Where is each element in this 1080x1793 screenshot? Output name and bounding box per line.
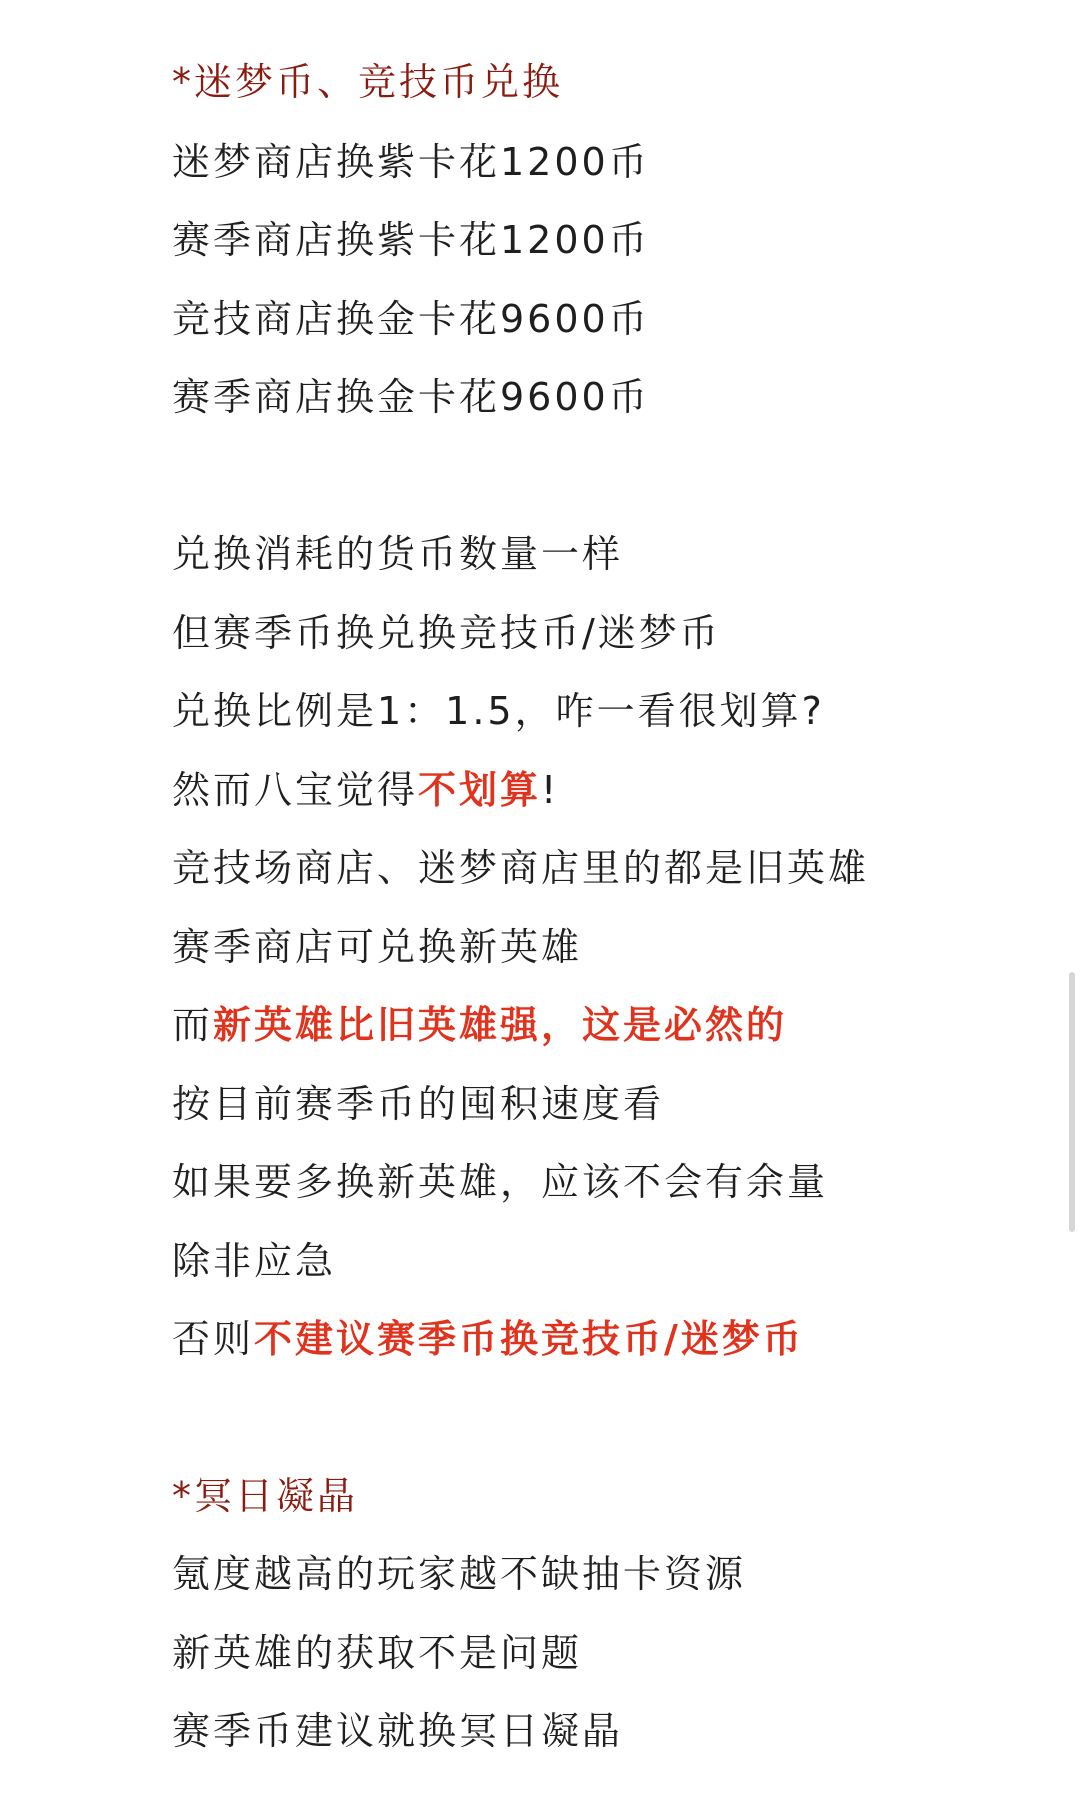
text-line: 赛季商店换金卡花9600币 <box>172 375 650 419</box>
text-line: 兑换消耗的货币数量一样 <box>172 532 624 576</box>
text-line: 竞技商店换金卡花9600币 <box>172 297 650 341</box>
text-segment: 否则 <box>172 1317 255 1361</box>
text-line <box>172 1315 804 1363</box>
highlight-text: 不建议赛季币换竞技币/迷梦币 <box>254 1317 804 1361</box>
section-heading-crystal: *冥日凝晶 <box>172 1474 359 1518</box>
text-line: 按目前赛季币的囤积速度看 <box>172 1082 665 1126</box>
text-segment: 而 <box>172 1003 214 1047</box>
scrollbar[interactable] <box>1069 972 1075 1232</box>
highlight-text: 新英雄比旧英雄强，这是必然的 <box>213 1003 788 1047</box>
section-heading-coin-exchange: *迷梦币、竞技币兑换 <box>172 60 564 104</box>
text-line: 赛季币建议就换冥日凝晶 <box>172 1709 624 1753</box>
highlight-text: 不划算 <box>418 768 542 812</box>
text-line: 氪度越高的玩家越不缺抽卡资源 <box>172 1552 747 1596</box>
text-line: 新英雄的获取不是问题 <box>172 1631 583 1675</box>
text-segment: 然而八宝觉得 <box>172 768 419 812</box>
text-line <box>172 766 559 814</box>
text-line: 竞技场商店、迷梦商店里的都是旧英雄 <box>172 846 870 890</box>
text-line <box>172 1001 787 1049</box>
text-line: 赛季商店可兑换新英雄 <box>172 925 583 969</box>
text-segment: ! <box>541 768 560 812</box>
text-line: 迷梦商店换紫卡花1200币 <box>172 140 650 184</box>
text-line: 除非应急 <box>172 1239 337 1283</box>
text-line: 赛季商店换紫卡花1200币 <box>172 218 650 262</box>
text-line: 兑换比例是1：1.5，咋一看很划算? <box>172 689 825 733</box>
text-line: 如果要多换新英雄，应该不会有余量 <box>172 1160 829 1204</box>
text-line: 但赛季币换兑换竞技币/迷梦币 <box>172 611 721 655</box>
